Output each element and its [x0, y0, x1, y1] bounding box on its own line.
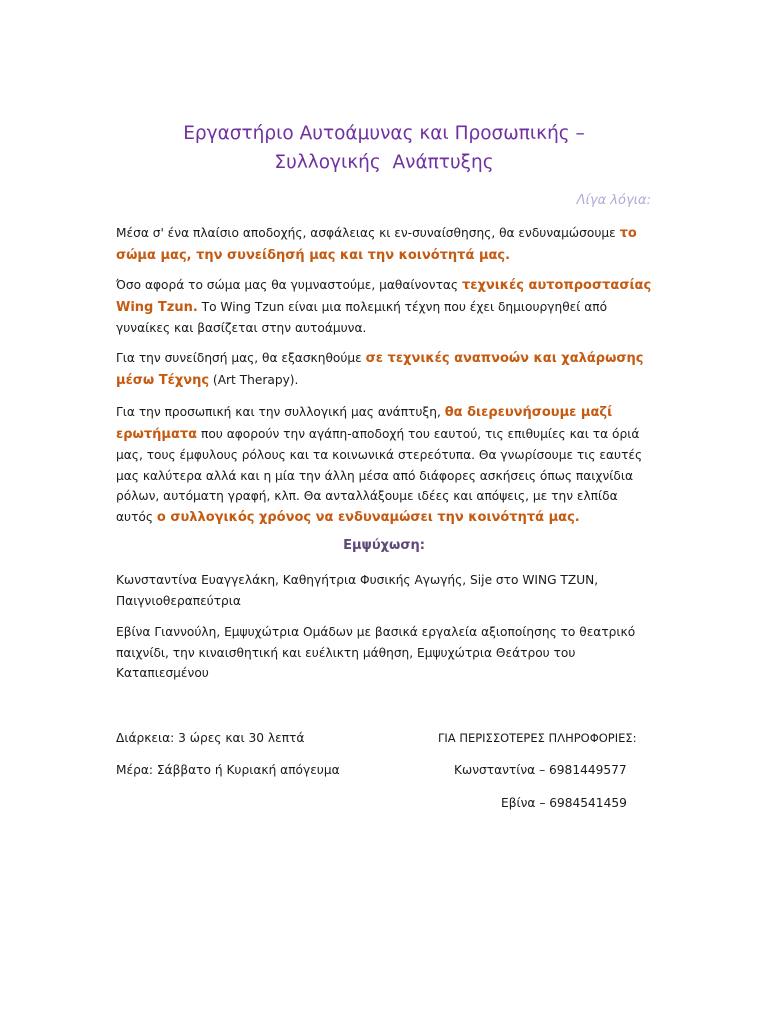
- highlight-text: το σώμα μας, την συνείδησή μας και την κοινότητά μας.: [116, 226, 637, 263]
- paragraph-body: [116, 275, 656, 339]
- title-line-2: Συλλογικής Ανάπτυξης: [274, 152, 494, 173]
- subtitle: Λίγα λόγια:: [576, 193, 651, 208]
- highlight-text: ο συλλογικός χρόνος να ενδυναμώσει την κοινότητά μας.: [156, 509, 580, 525]
- paragraph-mind: [116, 348, 656, 391]
- paragraph-text: Όσο αφορά το σώμα μας θα γυμναστούμε, μαθαίνοντας: [116, 278, 462, 292]
- highlight-text: σε τεχνικές αναπνοών και χαλάρωσης μέσω Τέχνης: [116, 351, 644, 388]
- contact-evina: Εβίνα – 6984541459: [501, 796, 627, 810]
- page-title: [100, 119, 668, 177]
- highlight-text: θα διερευνήσουμε μαζί ερωτήματα: [116, 405, 613, 442]
- paragraph-intro: [116, 223, 656, 266]
- highlight-text: τεχνικές αυτοπροστασίας Wing Tzun.: [116, 278, 652, 315]
- facilitator-2: Εβίνα Γιαννούλη, Εμψυχώτρια Ομάδων με βασικά εργαλεία αξιοποίησης το θεατρικό παιχνίδι, την κιναισθητική και ευέλικτη μάθηση, Εμψυχώτρια Θεάτρου του Καταπιεσμένου: [116, 625, 636, 680]
- paragraph-text: Το Wing Tzun είναι μια πολεμική τέχνη που έχει δημιουργηθεί από γυναίκες και βασίζεται στην αυτοάμυνα.: [116, 299, 608, 335]
- duration-text: Διάρκεια: 3 ώρες και 30 λεπτά: [116, 731, 305, 745]
- paragraph-text: Για την προσωπική και την συλλογική μας ανάπτυξη,: [116, 405, 445, 419]
- paragraph-community: [116, 402, 656, 528]
- day-text: Μέρα: Σάββατο ή Κυριακή απόγευμα: [116, 763, 340, 777]
- paragraph-text: Για την συνείδησή μας, θα εξασκηθούμε: [116, 351, 366, 365]
- facilitation-heading: Εμψύχωση:: [343, 538, 425, 553]
- paragraph-text: που αφορούν την αγάπη-αποδοχή του εαυτού, τις επιθυμίες και τα όριά μας, τους έμφυλους ρόλους και τα κοινωνικά στερεότυπα. Θα γνωρίσουμε τις εαυτές μας καλύτερα αλλά και η μία την άλλη μέσα από διάφορες ασκήσεις όπως παιχνίδια ρόλων, αυτόματη γραφή, κλπ. Θα ανταλλάξουμε ιδέες και απόψεις, με την ελπίδα αυτός: [116, 426, 643, 524]
- title-line-1: Εργαστήριο Αυτοάμυνας και Προσωπικής –: [183, 123, 585, 144]
- paragraph-text: (Art Therapy).: [209, 372, 299, 387]
- facilitator-1: Κωνσταντίνα Ευαγγελάκη, Καθηγήτρια Φυσικής Αγωγής, Sije στο WING TZUN, Παιγνιοθεραπεύτρια: [116, 573, 599, 608]
- contact-konstantina: Κωνσταντίνα – 6981449577: [454, 763, 627, 777]
- paragraph-text: Μέσα σ' ένα πλαίσιο αποδοχής, ασφάλειας κι εν-συναίσθησης, θα ενδυναμώσουμε: [116, 226, 620, 240]
- more-info-heading: ΓΙΑ ΠΕΡΙΣΣΟΤΕΡΕΣ ΠΛΗΡΟΦΟΡΙΕΣ:: [438, 731, 637, 745]
